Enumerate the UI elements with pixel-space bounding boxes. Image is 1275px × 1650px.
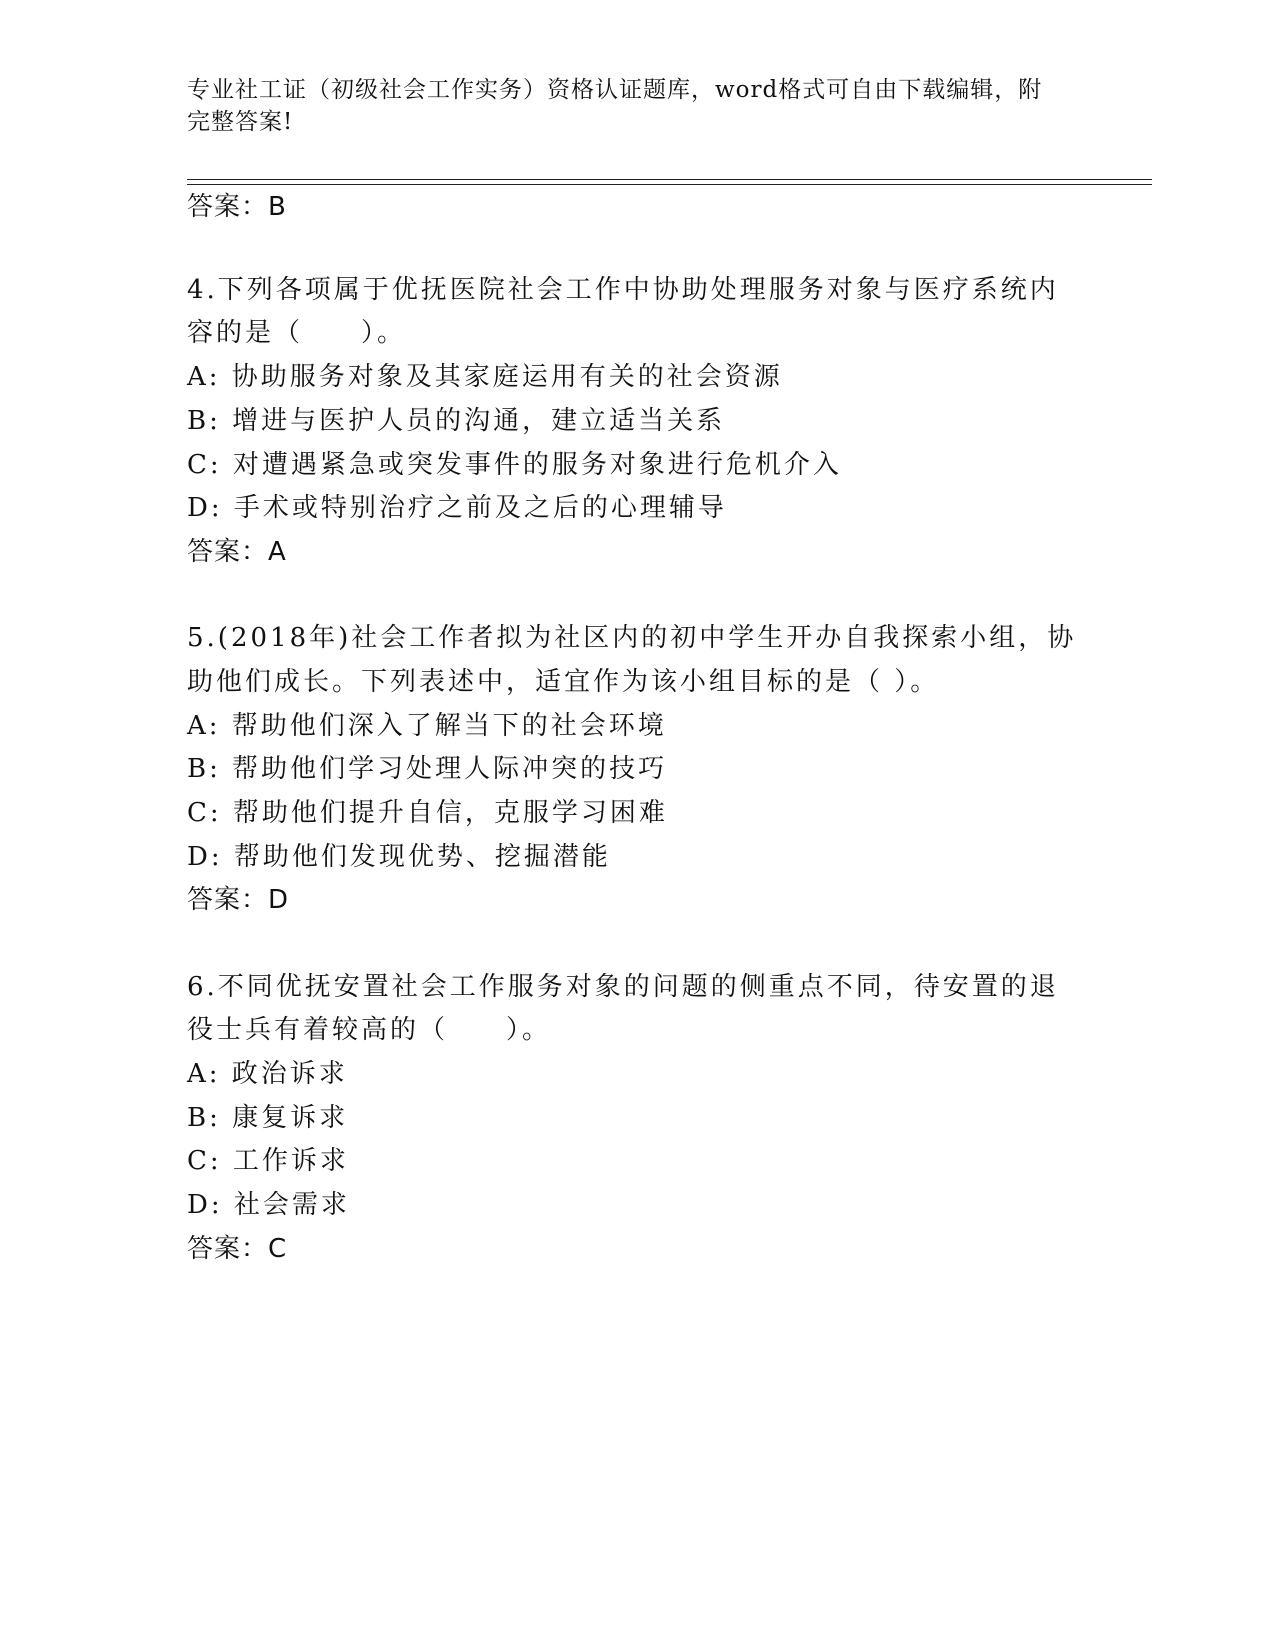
question-4-stem-line-2: 容的是（ ）。	[187, 318, 407, 348]
header-line-2: 完整答案!	[187, 109, 294, 135]
question-4-answer: 答案：A	[187, 537, 287, 567]
question-5-answer: 答案：D	[187, 885, 290, 915]
previous-answer: 答案：B	[187, 192, 287, 222]
question-5-option-a: A: 帮助他们深入了解当下的社会环境	[187, 711, 667, 741]
question-4-option-c: C: 对遭遇紧急或突发事件的服务对象进行危机介入	[187, 450, 842, 480]
header-divider-top	[187, 179, 1152, 180]
question-5-stem-line-1: 5.(2018年)社会工作者拟为社区内的初中学生开办自我探索小组，协	[187, 623, 1077, 653]
question-6-stem-line-1: 6.不同优抚安置社会工作服务对象的问题的侧重点不同，待安置的退	[187, 972, 1059, 1002]
question-6-option-d: D: 社会需求	[187, 1190, 350, 1220]
question-6-option-a: A: 政治诉求	[187, 1059, 348, 1089]
question-5-option-d: D: 帮助他们发现优势、挖掘潜能	[187, 842, 611, 872]
question-4-option-a: A: 协助服务对象及其家庭运用有关的社会资源	[187, 362, 783, 392]
question-6-option-b: B: 康复诉求	[187, 1103, 349, 1133]
question-5-option-b: B: 帮助他们学习处理人际冲突的技巧	[187, 754, 668, 784]
question-6-stem-line-2: 役士兵有着较高的（ ）。	[187, 1015, 552, 1045]
document-header	[187, 74, 1067, 138]
question-5-stem-line-2: 助他们成长。下列表述中，适宜作为该小组目标的是（ ）。	[187, 667, 940, 697]
header-divider-bottom	[187, 184, 1152, 185]
question-4-stem-line-1: 4.下列各项属于优抚医院社会工作中协助处理服务对象与医疗系统内	[187, 275, 1059, 305]
question-5-option-c: C: 帮助他们提升自信，克服学习困难	[187, 798, 668, 828]
question-4-option-b: B: 增进与医护人员的沟通，建立适当关系	[187, 406, 726, 436]
header-line-1: 专业社工证（初级社会工作实务）资格认证题库，word格式可自由下载编辑，附	[187, 77, 1043, 103]
question-4-option-d: D: 手术或特别治疗之前及之后的心理辅导	[187, 493, 727, 523]
question-6-option-c: C: 工作诉求	[187, 1146, 349, 1176]
question-6-answer: 答案：C	[187, 1234, 288, 1264]
